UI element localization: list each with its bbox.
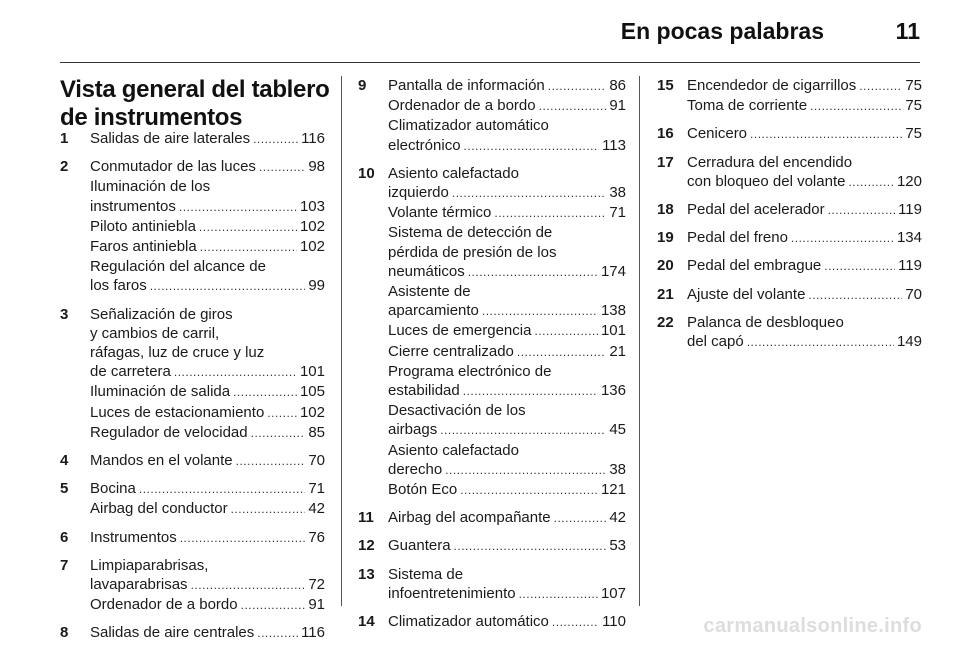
dot-leader xyxy=(519,585,598,604)
entry-text: Salidas de aire laterales xyxy=(90,130,251,147)
entry-text: ráfagas, luz de cruce y luz xyxy=(90,344,265,362)
index-line-link[interactable] xyxy=(90,197,325,217)
dot-leader xyxy=(440,421,606,440)
index-line xyxy=(388,243,626,262)
entry-text: Limpiaparabrisas, xyxy=(90,556,209,574)
page-reference: 116 xyxy=(301,624,325,642)
index-entry xyxy=(358,565,626,604)
entry-text: Volante térmico xyxy=(388,204,492,222)
entry-text: instrumentos xyxy=(90,197,176,215)
entry-number: 5 xyxy=(60,480,69,498)
entry-number: 3 xyxy=(60,305,69,323)
entry-text: Luces de estacionamiento xyxy=(90,403,265,421)
index-entry xyxy=(358,76,626,156)
entry-number: 17 xyxy=(657,153,674,171)
entry-text: Programa electrónico de xyxy=(388,362,552,380)
page-reference: 107 xyxy=(600,584,626,602)
page-reference: 38 xyxy=(609,460,626,478)
entry-text: Botón Eco xyxy=(388,481,458,499)
page-reference: 42 xyxy=(609,509,626,527)
dot-leader xyxy=(233,383,297,402)
page-reference: 99 xyxy=(308,277,325,295)
entry-text: Faros antiniebla xyxy=(90,238,197,256)
entry-text: y cambios de carril, xyxy=(90,324,220,342)
index-line-link[interactable] xyxy=(388,460,626,480)
entry-text: Climatizador automático xyxy=(388,117,549,135)
page-reference: 102 xyxy=(299,403,325,421)
index-column-2 xyxy=(358,76,626,640)
index-line-link[interactable] xyxy=(388,183,626,203)
index-entry xyxy=(657,228,922,248)
index-line xyxy=(90,257,325,276)
entry-text: Iluminación de los xyxy=(90,178,211,196)
entry-text: airbags xyxy=(388,421,438,439)
page-reference: 149 xyxy=(896,333,922,351)
dot-leader xyxy=(539,97,607,116)
page-reference: 102 xyxy=(299,238,325,256)
index-line-link[interactable] xyxy=(90,423,325,443)
entry-text: izquierdo xyxy=(388,184,449,202)
index-entry xyxy=(60,157,325,296)
entry-text: Pedal del freno xyxy=(687,229,788,247)
page-reference: 119 xyxy=(898,257,922,275)
entry-number: 6 xyxy=(60,528,69,546)
page-reference: 91 xyxy=(609,97,626,115)
index-line-link[interactable] xyxy=(388,203,626,223)
index-line-link[interactable] xyxy=(388,612,626,632)
entry-number: 8 xyxy=(60,624,69,642)
index-entry xyxy=(60,528,325,548)
entry-number: 16 xyxy=(657,125,674,143)
index-line-link[interactable] xyxy=(388,508,626,528)
entry-text: lavaparabrisas xyxy=(90,576,188,594)
page-reference: 21 xyxy=(609,342,626,360)
entry-text: derecho xyxy=(388,460,443,478)
index-line xyxy=(687,153,922,172)
entry-text: Asiento calefactado xyxy=(388,164,519,182)
entry-text: Regulador de velocidad xyxy=(90,423,248,441)
entry-text: Piloto antiniebla xyxy=(90,217,196,235)
entry-text: Instrumentos xyxy=(90,528,177,546)
index-line-link[interactable] xyxy=(90,157,325,177)
index-line-link[interactable] xyxy=(687,256,922,276)
entry-number: 15 xyxy=(657,77,674,94)
entry-text: Cierre centralizado xyxy=(388,342,514,360)
index-line xyxy=(388,223,626,242)
index-line-link[interactable] xyxy=(90,217,325,237)
dot-leader xyxy=(517,343,606,362)
index-column-3 xyxy=(657,76,922,360)
dot-leader xyxy=(174,363,297,382)
index-line xyxy=(388,565,626,584)
entry-text: Airbag del acompañante xyxy=(388,509,551,527)
index-line-link[interactable] xyxy=(388,536,626,556)
page-reference: 116 xyxy=(301,130,325,147)
entry-text: Climatizador automático xyxy=(388,613,549,631)
header-title: En pocas palabras xyxy=(620,18,824,44)
entry-number: 14 xyxy=(358,613,375,631)
index-line-link[interactable] xyxy=(90,451,325,471)
entry-number: 18 xyxy=(657,201,674,219)
page-reference: 75 xyxy=(905,125,922,143)
dot-leader xyxy=(139,480,305,499)
dot-leader xyxy=(454,537,607,556)
index-line-link[interactable] xyxy=(388,321,626,341)
page-reference: 138 xyxy=(600,302,626,320)
page-number: 11 xyxy=(895,18,920,44)
entry-text: estabilidad xyxy=(388,382,460,400)
dot-leader xyxy=(200,238,297,257)
entry-number: 2 xyxy=(60,158,69,176)
entry-text: Señalización de giros xyxy=(90,305,233,323)
page-reference: 45 xyxy=(609,421,626,439)
dot-leader xyxy=(548,77,607,96)
entry-number: 20 xyxy=(657,257,674,275)
index-line-link[interactable] xyxy=(388,584,626,604)
entry-text: Cenicero xyxy=(687,125,748,143)
dot-leader xyxy=(747,333,894,352)
index-entry xyxy=(60,623,325,643)
index-line-link[interactable] xyxy=(90,129,325,149)
index-line xyxy=(388,362,626,381)
entry-text: Pedal del embrague xyxy=(687,257,822,275)
dot-leader xyxy=(554,509,607,528)
dot-leader xyxy=(552,613,599,632)
index-line-link[interactable] xyxy=(90,479,325,499)
entry-text: Ajuste del volante xyxy=(687,285,806,303)
dot-leader xyxy=(848,173,894,192)
index-line xyxy=(388,164,626,183)
dot-leader xyxy=(150,277,306,296)
index-line-link[interactable] xyxy=(687,124,922,144)
entry-text: Conmutador de las luces xyxy=(90,158,256,176)
entry-number: 12 xyxy=(358,537,375,555)
index-entry xyxy=(657,124,922,144)
index-line-link[interactable] xyxy=(388,381,626,401)
page-reference: 72 xyxy=(308,576,325,594)
page-reference: 71 xyxy=(308,480,325,498)
index-line-link[interactable] xyxy=(687,285,922,305)
entry-text: Ordenador de a bordo xyxy=(90,596,238,614)
index-line-link[interactable] xyxy=(388,480,626,500)
entry-number: 7 xyxy=(60,556,69,574)
page-reference: 70 xyxy=(905,285,922,303)
page-reference: 119 xyxy=(898,201,922,219)
index-line-link[interactable] xyxy=(388,76,626,96)
index-entry xyxy=(657,256,922,276)
page-reference: 105 xyxy=(299,383,325,401)
entry-text: electrónico xyxy=(388,136,461,154)
index-line-link[interactable] xyxy=(687,96,922,116)
index-line xyxy=(90,177,325,196)
entry-number: 11 xyxy=(358,509,374,527)
entry-text: pérdida de presión de los xyxy=(388,243,557,261)
index-line-link[interactable] xyxy=(687,76,922,96)
page-reference: 110 xyxy=(602,613,626,631)
index-entry xyxy=(60,451,325,471)
dot-leader xyxy=(464,137,600,156)
index-line xyxy=(388,441,626,460)
dot-leader xyxy=(468,263,598,282)
index-line-link[interactable] xyxy=(687,332,922,352)
entry-text: Mandos en el volante xyxy=(90,452,233,470)
index-entry xyxy=(657,285,922,305)
index-entry xyxy=(657,153,922,192)
entry-text: Luces de emergencia xyxy=(388,322,532,340)
dot-leader xyxy=(251,424,306,443)
page-reference: 121 xyxy=(600,481,626,499)
dot-leader xyxy=(494,204,606,223)
dot-leader xyxy=(463,382,598,401)
index-line-link[interactable] xyxy=(388,301,626,321)
entry-number: 22 xyxy=(657,313,674,331)
page-reference: 136 xyxy=(600,382,626,400)
dot-leader xyxy=(231,500,306,519)
column-divider xyxy=(639,76,640,606)
entry-text: Palanca de desbloqueo xyxy=(687,313,844,331)
page-reference: 120 xyxy=(896,172,922,190)
index-line xyxy=(90,305,325,324)
entry-text: Airbag del conductor xyxy=(90,500,228,518)
page-reference: 101 xyxy=(299,363,325,381)
entry-number: 10 xyxy=(358,164,375,182)
index-line-link[interactable] xyxy=(90,595,325,615)
page-reference: 102 xyxy=(299,217,325,235)
page-reference: 71 xyxy=(609,204,626,222)
index-entry xyxy=(358,508,626,528)
header-divider xyxy=(60,62,920,63)
dot-leader xyxy=(452,184,606,203)
index-line-link[interactable] xyxy=(388,420,626,440)
page-reference: 113 xyxy=(602,136,626,154)
page-reference: 134 xyxy=(896,229,922,247)
entry-number: 1 xyxy=(60,130,69,147)
entry-text: Ordenador de a bordo xyxy=(388,97,536,115)
index-line-link[interactable] xyxy=(90,403,325,423)
entry-text: Pedal del acelerador xyxy=(687,201,825,219)
index-line-link[interactable] xyxy=(687,200,922,220)
index-entry xyxy=(60,129,325,149)
column-divider xyxy=(341,76,342,606)
entry-text: Asiento calefactado xyxy=(388,441,519,459)
index-column-1 xyxy=(60,129,325,652)
entry-text: Sistema de detección de xyxy=(388,224,553,242)
entry-number: 21 xyxy=(657,285,674,303)
index-line-link[interactable] xyxy=(90,362,325,382)
entry-text: Toma de corriente xyxy=(687,97,808,115)
index-line-link[interactable] xyxy=(90,528,325,548)
page-reference: 70 xyxy=(308,452,325,470)
entry-text: Regulación del alcance de xyxy=(90,258,266,276)
entry-text: de carretera xyxy=(90,363,171,381)
page-reference: 76 xyxy=(308,528,325,546)
index-line xyxy=(388,401,626,420)
dot-leader xyxy=(810,97,902,116)
index-line-link[interactable] xyxy=(687,172,922,192)
index-line-link[interactable] xyxy=(90,382,325,402)
dot-leader xyxy=(253,130,298,149)
dot-leader xyxy=(859,77,902,96)
index-line-link[interactable] xyxy=(388,96,626,116)
dot-leader xyxy=(236,452,306,471)
dot-leader xyxy=(241,596,306,615)
index-entry xyxy=(358,612,626,632)
page-reference: 85 xyxy=(308,423,325,441)
index-line xyxy=(388,282,626,301)
dot-leader xyxy=(257,624,298,643)
index-entry xyxy=(358,164,626,500)
index-line-link[interactable] xyxy=(90,276,325,296)
index-line-link[interactable] xyxy=(388,262,626,282)
dot-leader xyxy=(791,229,894,248)
dot-leader xyxy=(445,461,606,480)
entry-text: del capó xyxy=(687,333,744,351)
page-reference: 75 xyxy=(905,97,922,115)
entry-number: 13 xyxy=(358,565,375,583)
entry-text: Iluminación de salida xyxy=(90,383,231,401)
dot-leader xyxy=(180,529,306,548)
entry-text: con bloqueo del volante xyxy=(687,172,846,190)
entry-text: Cerradura del encendido xyxy=(687,153,853,171)
page-reference: 53 xyxy=(609,537,626,555)
index-line-link[interactable] xyxy=(90,499,325,519)
entry-text: neumáticos xyxy=(388,262,465,280)
index-entry xyxy=(60,479,325,519)
page-reference: 174 xyxy=(600,262,626,280)
entry-text: Asistente de xyxy=(388,283,471,301)
dot-leader xyxy=(267,404,297,423)
page-reference: 38 xyxy=(609,184,626,202)
entry-text: Guantera xyxy=(388,537,451,555)
dot-leader xyxy=(460,481,598,500)
entry-text: Desactivación de los xyxy=(388,402,526,420)
dot-leader xyxy=(199,218,297,237)
page-reference: 101 xyxy=(600,322,626,340)
entry-text: infoentretenimiento xyxy=(388,584,516,602)
entry-number: 4 xyxy=(60,452,69,470)
index-entry xyxy=(60,556,325,616)
page-reference: 86 xyxy=(609,77,626,94)
index-line-link[interactable] xyxy=(388,136,626,156)
entry-text: los faros xyxy=(90,277,147,295)
dot-leader xyxy=(191,576,306,595)
dot-leader xyxy=(534,322,598,341)
section-title: Vista general del tablero de instrumentos xyxy=(60,76,330,131)
index-line-link[interactable] xyxy=(90,237,325,257)
index-line-link[interactable] xyxy=(687,228,922,248)
dot-leader xyxy=(179,198,297,217)
dot-leader xyxy=(808,286,902,305)
page-reference: 91 xyxy=(308,596,325,614)
entry-text: Pantalla de información xyxy=(388,77,545,94)
entry-text: Encendedor de cigarrillos xyxy=(687,77,857,94)
entry-text: aparcamiento xyxy=(388,302,479,320)
index-entry xyxy=(657,313,922,352)
index-line xyxy=(687,313,922,332)
page-reference: 98 xyxy=(308,158,325,176)
index-entry xyxy=(358,536,626,556)
dot-leader xyxy=(828,201,895,220)
dot-leader xyxy=(482,302,598,321)
page-reference: 42 xyxy=(308,500,325,518)
entry-text: Sistema de xyxy=(388,565,464,583)
page-reference: 75 xyxy=(905,77,922,94)
index-line xyxy=(90,343,325,362)
dot-leader xyxy=(259,158,305,177)
entry-number: 9 xyxy=(358,77,367,94)
index-line-link[interactable] xyxy=(388,342,626,362)
entry-text: Salidas de aire centrales xyxy=(90,624,255,642)
index-line-link[interactable] xyxy=(90,623,325,643)
watermark: carmanualsonline.info xyxy=(703,615,922,637)
entry-number: 19 xyxy=(657,229,674,247)
page-reference: 103 xyxy=(299,197,325,215)
index-line xyxy=(90,556,325,575)
entry-text: Bocina xyxy=(90,480,136,498)
index-line-link[interactable] xyxy=(90,575,325,595)
index-line xyxy=(388,116,626,135)
index-entry xyxy=(657,76,922,116)
index-entry xyxy=(60,305,325,443)
dot-leader xyxy=(750,125,902,144)
index-line xyxy=(90,324,325,343)
dot-leader xyxy=(824,257,895,276)
index-entry xyxy=(657,200,922,220)
